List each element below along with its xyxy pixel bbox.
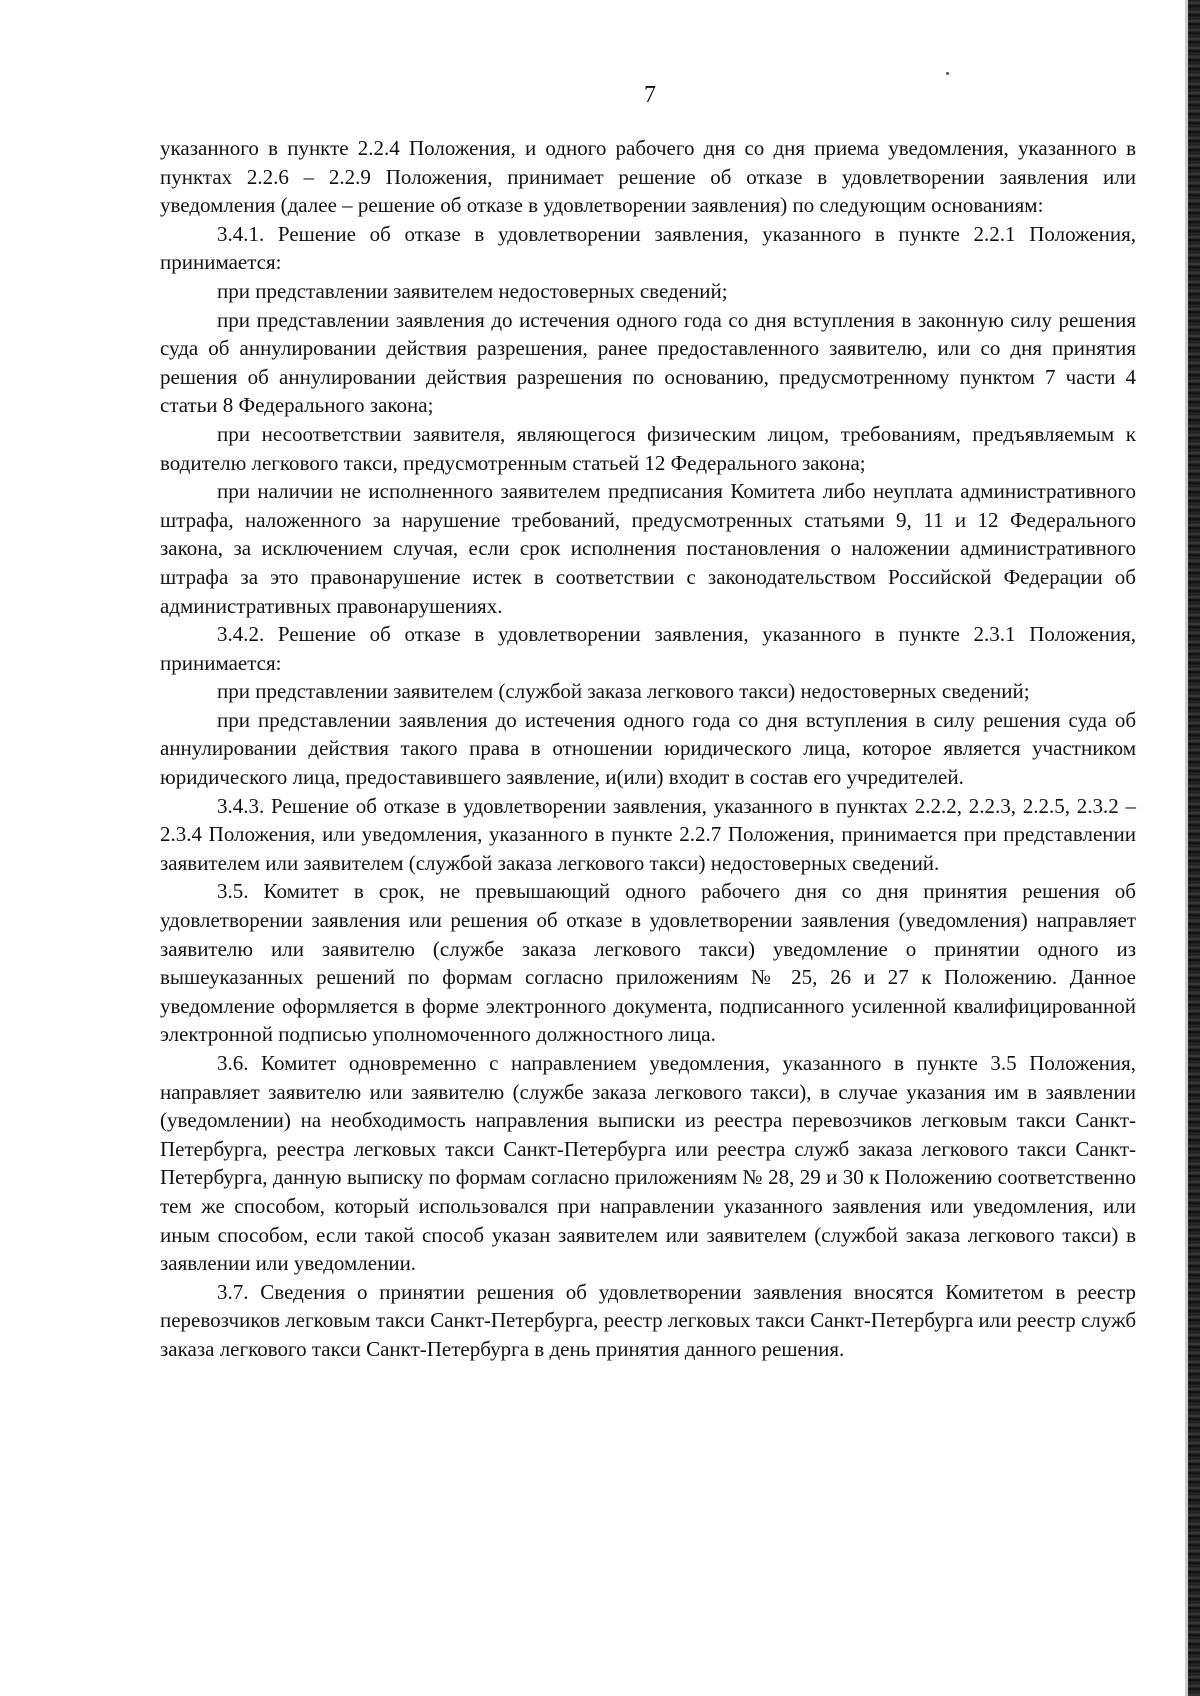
paragraph-3-4-2: 3.4.2. Решение об отказе в удовлетворении заявления, указанного в пункте 2.3.1 Положения, принимается: (160, 622, 1136, 675)
paragraph-ground-unpaid-fine: при наличии не исполненного заявителем предписания Комитета либо неуплата административного штрафа, наложенного за нарушение требований, предусмотренных статьями 9, 11 и 12 Федерального закона, за исключением случая, если срок исполнения постановления о наложении административного штрафа за это правонарушение истек в соответствии с законодательством Российской Федерации об административных правонарушениях. (160, 479, 1136, 618)
paragraph-3-4-1: 3.4.1. Решение об отказе в удовлетворении заявления, указанного в пункте 2.2.1 Положения, принимается: (160, 221, 1136, 275)
paragraph-ground-false-info: при представлении заявителем недостоверных сведений; (217, 278, 728, 303)
paragraph-ground-legal-entity: при представлении заявления до истечения одного года со дня вступления в силу решения суда об аннулировании действия такого права в отношении юридического лица, которое является участником юридического лица, предоставившего заявление, и(или) входит в состав его учредителей. (160, 707, 1136, 790)
paragraph-3-7: 3.7. Сведения о принятии решения об удовлетворении заявления вносятся Комитетом в реестр перевозчиков легковым такси Санкт-Петербурга, реестр легковых такси Санкт-Петербурга или реестр служб заказа легкового такси Санкт-Петербурга в день принятия данного решения. (160, 1279, 1136, 1361)
paragraph-ground-annulment: при представлении заявления до истечения одного года со дня вступления в законную силу решения суда об аннулировании действия разрешения, ранее предоставленного заявителю, или со дня принятия решения об аннулировании действия разрешения по основанию, предусмотренному пунктом 7 части 4 статьи 8 Федерального закона; (160, 307, 1136, 418)
scan-edge (1188, 0, 1200, 1696)
scan-speck (946, 72, 949, 75)
paragraph-3-4-3: 3.4.3. Решение об отказе в удовлетворении заявления, указанного в пунктах 2.2.2, 2.2.3, 2.2.5, 2.3.2 – 2.3.4 Положения, или уведомления, указанного в пункте 2.2.7 Положения, принимается при представлении заявителем или заявителем (службой заказа легкового такси) недостоверных сведений. (160, 793, 1136, 875)
paragraph-3-6: 3.6. Комитет одновременно с направлением уведомления, указанного в пункте 3.5 Положения, направляет заявителю или заявителю (службе заказа легкового такси), в случае указания им в заявлении (уведомлении) на необходимость направления выписки из реестра перевозчиков легковым такси Санкт-Петербурга, реестра легковых такси Санкт-Петербурга или реестра служб заказа легкового такси Санкт-Петербурга, данную выписку по формам согласно приложениям № 28, 29 и 30 к Положению соответственно тем же способом, который использовался при направлении указанного заявления или уведомления, или иным способом, если такой способ указан заявителем или заявителем (службой заказа легкового такси) в заявлении или уведомлении. (160, 1051, 1136, 1276)
page-number: 7 (644, 82, 656, 108)
paragraph-ground-driver-requirements: при несоответствии заявителя, являющегося физическим лицом, требованиям, предъявляемым к водителю легкового такси, предусмотренным статьей 12 Федерального закона; (160, 421, 1136, 475)
document-body (160, 134, 1136, 1364)
paragraph-ground-service-false-info: при представлении заявителем (службой заказа легкового такси) недостоверных сведений; (217, 679, 1030, 704)
paragraph-3-5: 3.5. Комитет в срок, не превышающий одного рабочего дня со дня принятия решения об удовлетворении заявления или решения об отказе в удовлетворении заявления (уведомления) направляет заявителю или заявителю (службе заказа легкового такси) уведомление о принятии одного из вышеуказанных решений по формам согласно приложениям № 25, 26 и 27 к Положению. Данное уведомление оформляется в форме электронного документа, подписанного усиленной квалифицированной электронной подписью уполномоченного должностного лица. (160, 879, 1136, 1047)
paragraph-continuation: указанного в пункте 2.2.4 Положения, и одного рабочего дня со дня приема уведомления, указанного в пунктах 2.2.6 – 2.2.9 Положения, принимает решение об отказе в удовлетворении заявления или уведомления (далее – решение об отказе в удовлетворении заявления) по следующим основаниям: (160, 136, 1136, 218)
